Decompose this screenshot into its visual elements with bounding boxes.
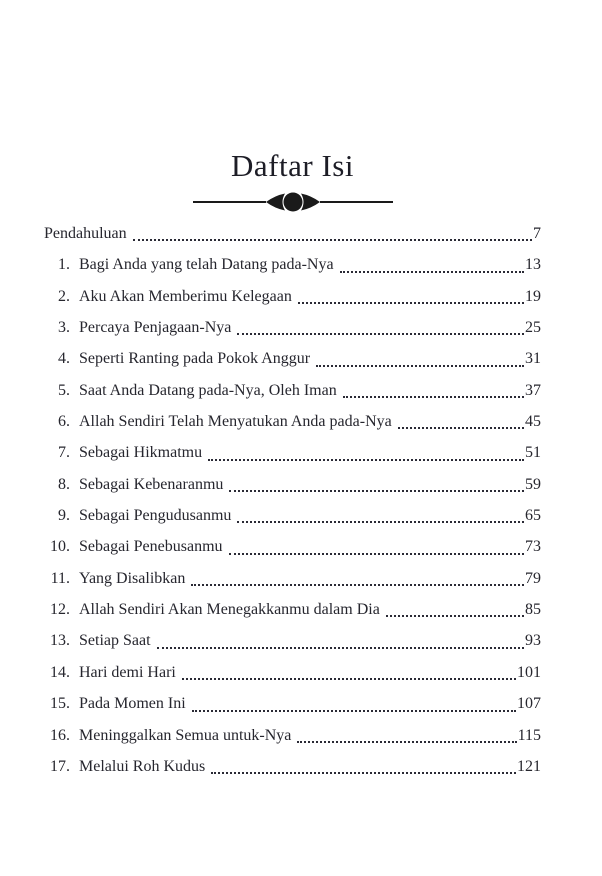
toc-entry — [44, 281, 541, 312]
toc-entry-title: Saat Anda Datang pada-Nya, Oleh Iman — [79, 381, 337, 399]
toc-entry — [44, 751, 541, 782]
toc-entry-page: 31 — [525, 350, 541, 368]
dot-leader — [237, 333, 524, 335]
toc-entry — [44, 249, 541, 280]
toc-entry-title: Melalui Roh Kudus — [79, 757, 206, 775]
toc-entry-number: 6. — [58, 413, 70, 431]
toc-entry — [44, 312, 541, 343]
toc-entry-title: Sebagai Kebenaranmu — [79, 475, 224, 493]
toc-entry-number: 1. — [58, 256, 70, 274]
toc-entry-number: 16. — [50, 726, 70, 744]
toc-entry-number: 2. — [58, 287, 70, 305]
toc-entry — [44, 594, 541, 625]
toc-entry-number: 11. — [50, 569, 70, 587]
toc-entry-page: 93 — [525, 632, 541, 650]
toc-entry — [44, 375, 541, 406]
page-title: Daftar Isi — [231, 148, 354, 183]
toc-entry — [44, 720, 541, 751]
toc-entry — [44, 437, 541, 468]
toc-entry-title: Pada Momen Ini — [79, 695, 186, 713]
toc-entry — [44, 531, 541, 562]
toc-entry — [44, 218, 541, 249]
toc-entry-number: 15. — [50, 695, 70, 713]
toc-entry-title: Bagi Anda yang telah Datang pada-Nya — [79, 256, 334, 274]
toc-entry-title: Meninggalkan Semua untuk-Nya — [79, 726, 292, 744]
toc-entry-page: 65 — [525, 507, 541, 525]
toc-entry-number: 5. — [58, 381, 70, 399]
toc-entry-page: 85 — [525, 601, 541, 619]
dot-leader — [211, 772, 516, 774]
toc-entry-number: 8. — [58, 475, 70, 493]
toc-entry-number: 9. — [58, 507, 70, 525]
toc-entry-page: 107 — [517, 695, 541, 713]
dot-leader — [208, 459, 524, 461]
toc-entry — [44, 500, 541, 531]
toc-entry-page: 101 — [517, 663, 541, 681]
toc-entry-title: Sebagai Pengudusanmu — [79, 507, 232, 525]
toc-entry-number: 13. — [50, 632, 70, 650]
toc-entry-title: Allah Sendiri Telah Menyatukan Anda pada-Nya — [79, 413, 392, 431]
toc-entry — [44, 406, 541, 437]
toc-entry-number: 4. — [58, 350, 70, 368]
toc-entry-title: Percaya Penjagaan-Nya — [79, 319, 232, 337]
toc-list — [44, 218, 541, 782]
dot-leader — [343, 396, 524, 398]
toc-entry-title: Pendahuluan — [44, 225, 127, 242]
toc-entry-title: Allah Sendiri Akan Menegakkanmu dalam Dia — [79, 601, 380, 619]
toc-entry-title: Setiap Saat — [79, 632, 151, 650]
toc-entry-title: Sebagai Penebusanmu — [79, 538, 223, 556]
toc-entry — [44, 657, 541, 688]
dot-leader — [229, 553, 524, 555]
toc-entry-page: 25 — [525, 319, 541, 337]
toc-entry-page: 51 — [525, 444, 541, 462]
toc-entry-page: 121 — [517, 757, 541, 775]
dot-leader — [237, 521, 524, 523]
toc-entry-page: 45 — [525, 413, 541, 431]
dot-leader — [398, 427, 524, 429]
dot-leader — [182, 678, 516, 680]
toc-entry-number: 12. — [50, 601, 70, 619]
ornament-divider — [44, 189, 541, 215]
toc-entry-page: 73 — [525, 538, 541, 556]
dot-leader — [229, 490, 524, 492]
toc-entry-number: 14. — [50, 663, 70, 681]
toc-entry-number: 17. — [50, 757, 70, 775]
toc-entry-number: 3. — [58, 319, 70, 337]
toc-entry-page: 79 — [525, 569, 541, 587]
toc-entry-page: 59 — [525, 475, 541, 493]
dot-leader — [298, 302, 524, 304]
dot-leader — [316, 365, 524, 367]
dot-leader — [157, 647, 524, 649]
eye-ornament-icon — [192, 189, 394, 215]
toc-entry-page: 13 — [525, 256, 541, 274]
toc-entry-page: 115 — [517, 726, 541, 744]
dot-leader — [340, 271, 524, 273]
dot-leader — [133, 239, 532, 241]
toc-entry-page: 19 — [525, 287, 541, 305]
toc-entry-title: Hari demi Hari — [79, 663, 176, 681]
toc-entry — [44, 469, 541, 500]
toc-entry-title: Aku Akan Memberimu Kelegaan — [79, 287, 292, 305]
dot-leader — [297, 741, 516, 743]
toc-entry — [44, 625, 541, 656]
toc-entry — [44, 563, 541, 594]
toc-entry-page: 37 — [525, 381, 541, 399]
toc-entry-title: Yang Disalibkan — [79, 569, 186, 587]
toc-entry-number: 10. — [50, 538, 70, 556]
dot-leader — [386, 615, 524, 617]
toc-entry-title: Sebagai Hikmatmu — [79, 444, 203, 462]
toc-entry — [44, 343, 541, 374]
dot-leader — [192, 710, 516, 712]
toc-entry-number: 7. — [58, 444, 70, 462]
toc-entry-page: 7 — [533, 225, 541, 242]
toc-entry — [44, 688, 541, 719]
toc-entry-title: Seperti Ranting pada Pokok Anggur — [79, 350, 311, 368]
dot-leader — [191, 584, 524, 586]
